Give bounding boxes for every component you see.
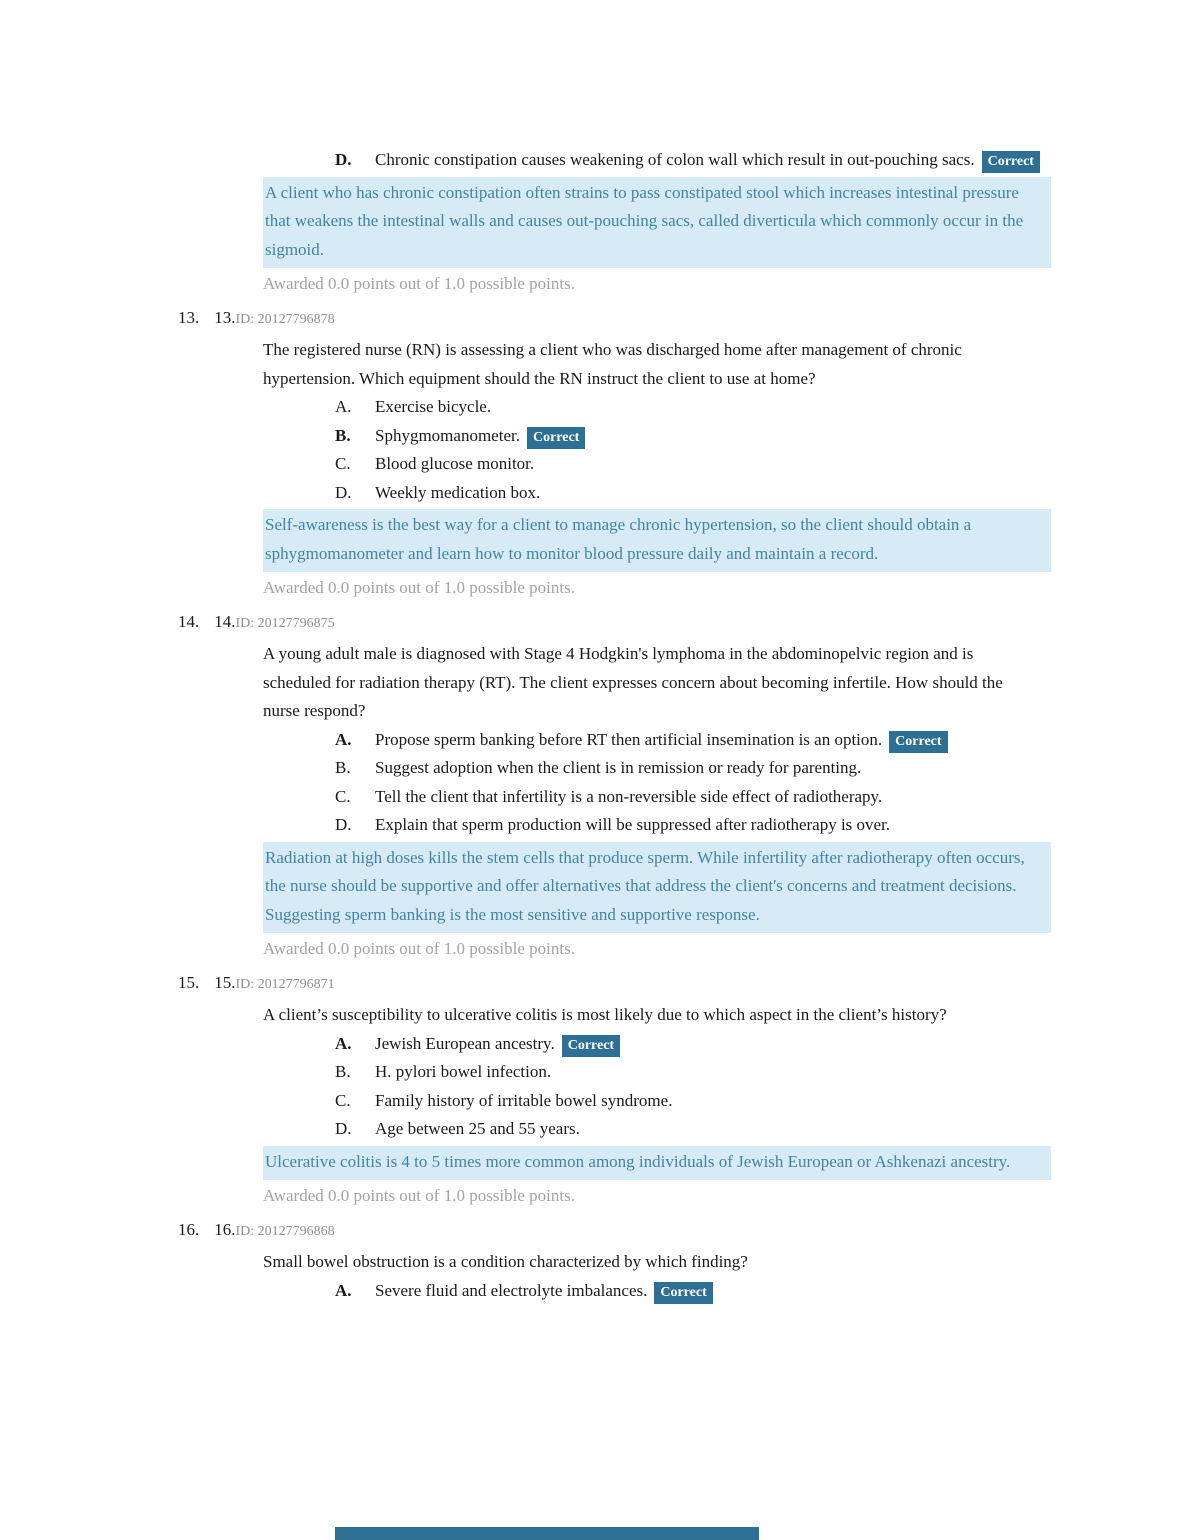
option-text: Blood glucose monitor. (375, 454, 535, 473)
option-body (375, 783, 1041, 812)
question-stem: A young adult male is diagnosed with Stage 4 Hodgkin's lymphoma in the abdominopelvic region and is scheduled for radiation therapy (RT). The client expresses concern about becoming infertile. How should the nurse respond? (263, 644, 1003, 720)
option-text: Sphygmomanometer. (375, 425, 520, 445)
option-body (375, 146, 1041, 175)
option-letter: C. (335, 786, 351, 806)
option-body (375, 1030, 1041, 1059)
question-id: ID: 20127796868 (235, 1223, 335, 1239)
answer-option (335, 479, 1190, 508)
answer-option (335, 726, 1190, 755)
option-letter: D. (335, 815, 352, 834)
correct-badge: Correct (654, 1282, 712, 1304)
option-body (375, 422, 1041, 451)
question-id: ID: 20127796875 (235, 615, 335, 631)
question-stem: The registered nurse (RN) is assessing a client who was discharged home after management of chronic hypertension. Which equipment should the RN instruct the client to use at home? (263, 340, 962, 388)
option-text: Propose sperm banking before RT then artificial insemination is an option. (375, 729, 883, 749)
question-block (0, 969, 1190, 1211)
question-number-repeat: 16. (214, 1219, 236, 1239)
awarded-points: Awarded 0.0 points out of 1.0 possible points. (263, 274, 575, 293)
question-number: 15. (178, 972, 200, 992)
question-block (0, 146, 1190, 299)
correct-badge: Correct (982, 151, 1040, 173)
option-body (375, 1115, 1041, 1144)
option-text: Tell the client that infertility is a non-reversible side effect of radiotherapy. (375, 786, 883, 806)
question-block (0, 1216, 1190, 1306)
awarded-points: Awarded 0.0 points out of 1.0 possible points. (263, 939, 575, 958)
question-number: 14. (178, 611, 200, 631)
answer-option (335, 1115, 1190, 1144)
answer-option (335, 422, 1190, 451)
option-text: H. pylori bowel infection. (375, 1062, 552, 1081)
option-letter: C. (335, 454, 351, 473)
answer-option (335, 393, 1190, 422)
answer-explanation: Ulcerative colitis is 4 to 5 times more common among individuals of Jewish European or Ashkenazi ancestry. (263, 1146, 1051, 1181)
awarded-points: Awarded 0.0 points out of 1.0 possible points. (263, 1186, 575, 1205)
option-letter: B. (335, 758, 351, 777)
option-text: Exercise bicycle. (375, 397, 492, 416)
option-letter: A. (335, 729, 352, 749)
answer-option (335, 1058, 1190, 1087)
question-block (0, 304, 1190, 603)
option-letter: B. (335, 1062, 351, 1081)
awarded-points: Awarded 0.0 points out of 1.0 possible points. (263, 578, 575, 597)
option-body (375, 1277, 1041, 1306)
option-body (375, 726, 1041, 755)
answer-option (335, 754, 1190, 783)
question-header (178, 1216, 1190, 1247)
option-body (375, 811, 1041, 840)
question-block (0, 608, 1190, 964)
option-body (375, 754, 1041, 783)
option-letter: A. (335, 1280, 352, 1300)
answer-explanation: A client who has chronic constipation often strains to pass constipated stool which increases intestinal pressure that weakens the intestinal walls and causes out-pouching sacs, called diverticula which commonly occur in the sigmoid. (263, 177, 1051, 269)
answer-explanation: Radiation at high doses kills the stem cells that produce sperm. While infertility after radiotherapy often occurs, the nurse should be supportive and offer alternatives that address the client's concerns and treatment decisions. Suggesting sperm banking is the most sensitive and supportive response. (263, 842, 1051, 934)
option-body (375, 393, 1041, 422)
question-stem: Small bowel obstruction is a condition characterized by which finding? (263, 1252, 748, 1271)
question-id: ID: 20127796878 (235, 311, 335, 327)
option-letter: A. (335, 1033, 352, 1053)
option-letter: A. (335, 397, 352, 416)
answer-explanation: Self-awareness is the best way for a client to manage chronic hypertension, so the client should obtain a sphygmomanometer and learn how to monitor blood pressure daily and maintain a record. (263, 509, 1051, 572)
question-number-repeat: 15. (214, 972, 236, 992)
correct-badge: Correct (889, 731, 947, 753)
option-body (375, 1058, 1041, 1087)
answer-option (335, 1087, 1190, 1116)
option-body (375, 479, 1041, 508)
option-text: Jewish European ancestry. (375, 1033, 555, 1053)
question-header (178, 969, 1190, 1000)
question-number-repeat: 13. (214, 307, 236, 327)
question-stem: A client’s susceptibility to ulcerative colitis is most likely due to which aspect in the client’s history? (263, 1005, 947, 1024)
option-text: Suggest adoption when the client is in remission or ready for parenting. (375, 758, 862, 777)
option-text: Explain that sperm production will be suppressed after radiotherapy is over. (375, 815, 891, 834)
partial-answer-highlight (335, 1527, 759, 1540)
option-letter: C. (335, 1090, 351, 1110)
answer-option (335, 1277, 1190, 1306)
question-header (178, 304, 1190, 335)
option-letter: B. (335, 425, 351, 445)
answer-option (335, 146, 1190, 175)
option-body (375, 450, 1041, 479)
option-text: Family history of irritable bowel syndrome. (375, 1090, 673, 1110)
option-text: Chronic constipation causes weakening of colon wall which result in out-pouching sacs. (375, 150, 975, 169)
answer-option (335, 1030, 1190, 1059)
question-id: ID: 20127796871 (235, 976, 335, 992)
answer-option (335, 783, 1190, 812)
option-letter: D. (335, 150, 352, 169)
option-text: Severe fluid and electrolyte imbalances. (375, 1280, 648, 1300)
question-number: 16. (178, 1219, 200, 1239)
option-letter: D. (335, 1119, 352, 1138)
option-text: Weekly medication box. (375, 482, 541, 502)
correct-badge: Correct (562, 1035, 620, 1057)
option-body (375, 1087, 1041, 1116)
question-number: 13. (178, 307, 200, 327)
question-number-repeat: 14. (214, 611, 236, 631)
correct-badge: Correct (527, 427, 585, 449)
question-header (178, 608, 1190, 639)
answer-option (335, 811, 1190, 840)
option-letter: D. (335, 482, 352, 502)
answer-option (335, 450, 1190, 479)
option-text: Age between 25 and 55 years. (375, 1119, 580, 1138)
